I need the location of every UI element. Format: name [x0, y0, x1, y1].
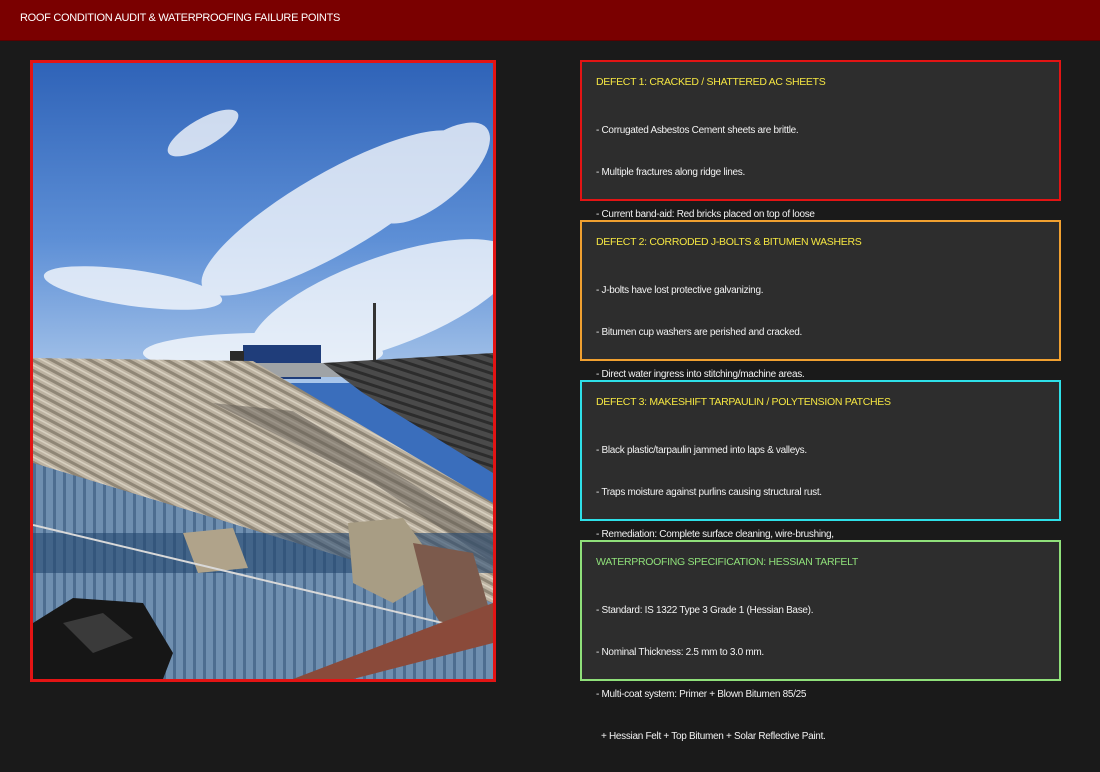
card-heading: WATERPROOFING SPECIFICATION: HESSIAN TARFELT [596, 556, 858, 568]
card-line: - Standard: IS 1322 Type 3 Grade 1 (Hessian Base). [596, 605, 814, 616]
card-heading: DEFECT 1: CRACKED / SHATTERED AC SHEETS [596, 76, 826, 88]
defect-1-card [580, 60, 1061, 220]
card-line: - Remediation: Complete surface cleaning, wire-brushing, [596, 529, 834, 540]
card-line: - Current band-aid: Red bricks placed on top of loose [596, 209, 815, 220]
page-title: ROOF CONDITION AUDIT & WATERPROOFING FAILURE POINTS [20, 12, 341, 24]
card-line: - Black plastic/tarpaulin jammed into laps & valleys. [596, 445, 807, 456]
card-line: - Bitumen cup washers are perished and cracked. [596, 327, 803, 338]
card-heading: DEFECT 2: CORRODED J-BOLTS & BITUMEN WASHERS [596, 236, 862, 248]
roof-photo-illustration [33, 63, 493, 679]
card-heading: DEFECT 3: MAKESHIFT TARPAULIN / POLYTENSION PATCHES [596, 396, 891, 408]
card-line: - Nominal Thickness: 2.5 mm to 3.0 mm. [596, 647, 764, 658]
card-line: - J-bolts have lost protective galvanizing. [596, 285, 764, 296]
defect-2-card [580, 220, 1061, 380]
roof-photo [30, 60, 496, 682]
card-lines [596, 576, 826, 772]
card-line: - Traps moisture against purlins causing structural rust. [596, 487, 822, 498]
card-line: + Hessian Felt + Top Bitumen + Solar Reflective Paint. [596, 731, 826, 742]
card-line: - Direct water ingress into stitching/machine areas. [596, 369, 805, 380]
card-line: - Corrugated Asbestos Cement sheets are brittle. [596, 125, 799, 136]
card-line: - Multiple fractures along ridge lines. [596, 167, 745, 178]
waterproofing-spec-card [580, 540, 1061, 742]
defect-3-card [580, 380, 1061, 540]
card-line: - Multi-coat system: Primer + Blown Bitumen 85/25 [596, 689, 807, 700]
header-bar [0, 0, 1100, 41]
